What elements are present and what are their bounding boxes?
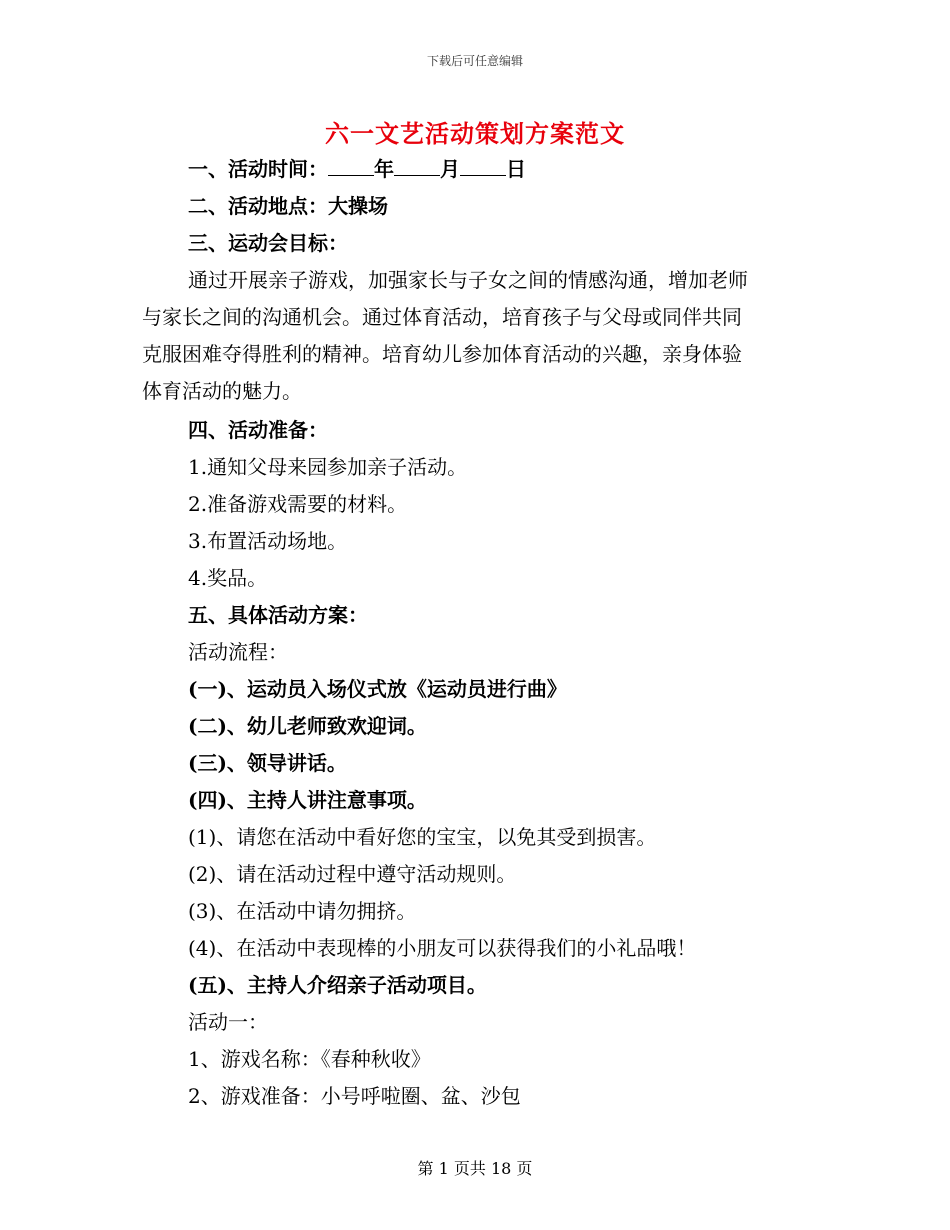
section-5-heading: 五、具体活动方案： xyxy=(188,603,368,627)
section-2-location: 二、活动地点：大操场 xyxy=(188,194,388,218)
document-title: 六一文艺活动策划方案范文 xyxy=(325,119,625,148)
paragraph-line: 与家长之间的沟通机会。通过体育活动，培育孩子与父母或同伴共同 xyxy=(142,305,742,329)
prep-item: 2.准备游戏需要的材料。 xyxy=(188,492,408,516)
prep-item: 4.奖品。 xyxy=(188,566,268,590)
activity-1-label: 活动一： xyxy=(188,1010,268,1034)
section-3-heading: 三、运动会目标： xyxy=(188,231,348,255)
flow-item: (四)、主持人讲注意事项。 xyxy=(188,788,427,812)
note-item: (4)、在活动中表现棒的小朋友可以获得我们的小礼品哦！ xyxy=(188,936,697,960)
header-note: 下载后可任意编辑 xyxy=(426,54,523,68)
flow-item: (一)、运动员入场仪式放《运动员进行曲》 xyxy=(188,677,567,701)
day-label: 日 xyxy=(506,157,526,181)
paragraph-line: 体育活动的魅力。 xyxy=(142,379,302,403)
prep-item: 1.通知父母来园参加亲子活动。 xyxy=(188,455,468,479)
note-item: (2)、请在活动过程中遵守活动规则。 xyxy=(188,862,517,886)
section-1-activity-time xyxy=(188,155,526,183)
activity-1-item: 1、游戏名称：《春种秋收》 xyxy=(188,1047,431,1071)
activity-1-item: 2、游戏准备：小号呼啦圈、盆、沙包 xyxy=(188,1084,521,1108)
flow-label: 活动流程： xyxy=(188,640,288,664)
flow-item: (五)、主持人介绍亲子活动项目。 xyxy=(188,973,487,997)
month-label: 月 xyxy=(440,157,460,181)
section-4-heading: 四、活动准备： xyxy=(188,418,328,442)
note-item: (1)、请您在活动中看好您的宝宝，以免其受到损害。 xyxy=(188,825,657,849)
note-item: (3)、在活动中请勿拥挤。 xyxy=(188,899,417,923)
flow-item: (二)、幼儿老师致欢迎词。 xyxy=(188,714,427,738)
paragraph-line: 克服困难夺得胜利的精神。培育幼儿参加体育活动的兴趣，亲身体验 xyxy=(142,342,742,366)
flow-item: (三)、领导讲话。 xyxy=(188,751,347,775)
year-label: 年 xyxy=(374,157,394,181)
day-blank xyxy=(460,157,506,176)
month-blank xyxy=(394,157,440,176)
paragraph-line: 通过开展亲子游戏，加强家长与子女之间的情感沟通，增加老师 xyxy=(188,268,748,292)
year-blank xyxy=(328,157,374,176)
page-footer: 第 1 页共 18 页 xyxy=(417,1159,533,1178)
prep-item: 3.布置活动场地。 xyxy=(188,529,348,553)
section-1-label: 一、活动时间： xyxy=(188,157,328,181)
